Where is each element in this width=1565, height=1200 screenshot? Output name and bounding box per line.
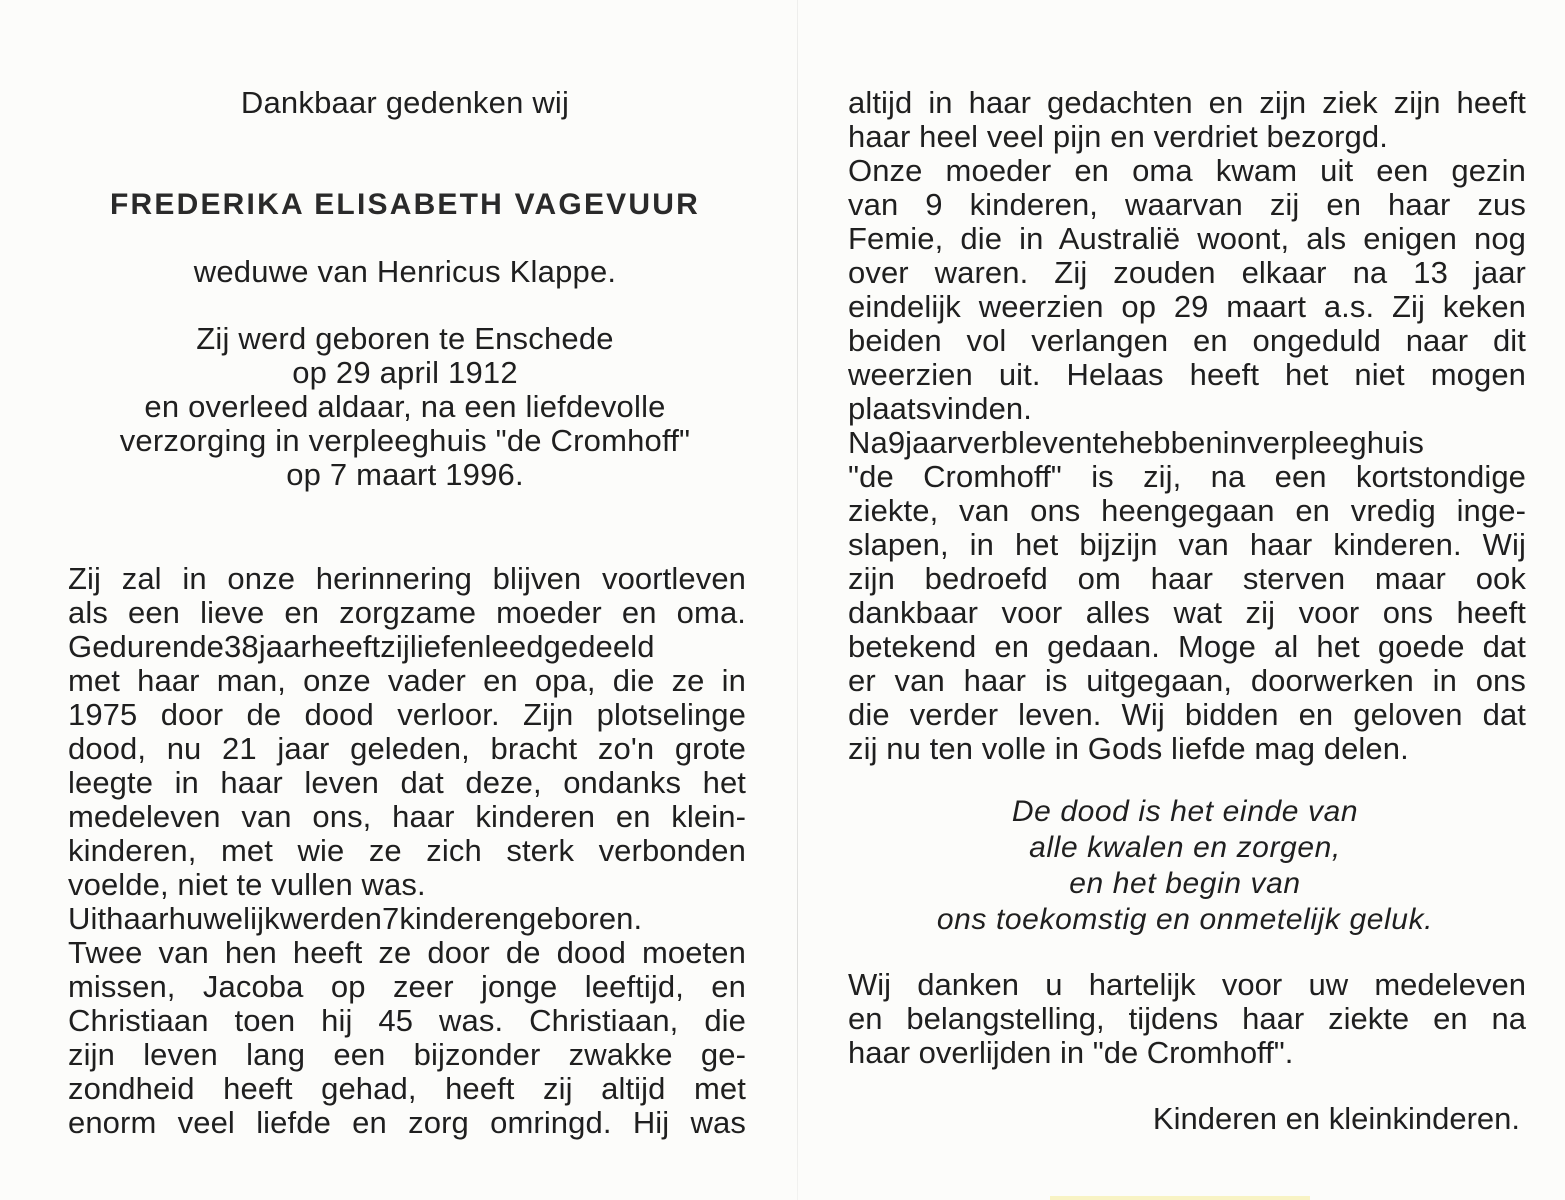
body-line: missen, Jacoba op zeer jonge leeftijd, en (68, 969, 746, 1004)
birth-line: en overleed aldaar, na een liefdevolle (144, 389, 666, 424)
body-line: dankbaar voor alles wat zij voor ons heeft (848, 595, 1526, 630)
body-line: over waren. Zij zouden elkaar na 13 jaar (848, 255, 1526, 290)
body-line: Zij zal in onze herinnering blijven voortleven (68, 561, 746, 596)
body-line: zijn bedroefd om haar sterven maar ook (848, 561, 1526, 596)
body-line: Gedurende38jaarheeftzijliefenleedgedeeld (68, 629, 655, 664)
poem-line: en het begin van (1069, 867, 1301, 900)
body-line: voelde, niet te vullen was. (68, 867, 426, 902)
thanks-line: haar overlijden in "de Cromhoff". (848, 1035, 1294, 1070)
body-line: Uithaarhuwelijkwerden7kinderengeboren. (68, 901, 643, 936)
body-line: Onze moeder en oma kwam uit een gezin (848, 153, 1526, 188)
body-line: weerzien uit. Helaas heeft het niet mogen (848, 357, 1526, 392)
body-line: van 9 kinderen, waarvan zij en haar zus (848, 187, 1526, 222)
poem-line: De dood is het einde van (1011, 795, 1359, 828)
birth-line: Zij werd geboren te Enschede (196, 321, 614, 356)
body-line: altijd in haar gedachten en zijn ziek zijn heeft (848, 85, 1526, 120)
body-line: slapen, in het bijzijn van haar kinderen. Wij (848, 527, 1526, 562)
right-page (840, 0, 1530, 1200)
body-line: er van haar is uitgegaan, doorwerken in ons (848, 663, 1526, 698)
left-body-text (68, 562, 746, 1140)
scan-edge-mark (1050, 1196, 1310, 1200)
thanks-line: Wij danken u hartelijk voor uw medeleven (848, 967, 1526, 1002)
poem-line: ons toekomstig en onmetelijk geluk. (936, 903, 1434, 936)
intro-text: Dankbaar gedenken wij (240, 85, 570, 120)
body-line: Christiaan toen hij 45 was. Christiaan, die (68, 1003, 746, 1038)
body-line: dood, nu 21 jaar geleden, bracht zo'n grote (68, 731, 746, 766)
body-line: leegte in haar leven dat deze, ondanks het (68, 765, 746, 800)
widow-text: weduwe van Henricus Klappe. (193, 254, 617, 289)
birth-line: op 7 maart 1996. (286, 457, 524, 492)
birth-line: op 29 april 1912 (292, 355, 518, 390)
left-page (60, 0, 750, 1200)
card-fold-line (797, 0, 798, 1200)
thanks-line: en belangstelling, tijdens haar ziekte en na (848, 1001, 1526, 1036)
body-line: ziekte, van ons heengegaan en vredig inge- (848, 493, 1526, 528)
body-line: eindelijk weerzien op 29 maart a.s. Zij keken (848, 289, 1526, 324)
body-line: betekend en gedaan. Moge al het goede dat (848, 629, 1526, 664)
thanks-text (848, 968, 1526, 1070)
body-line: medeleven van ons, haar kinderen en klein- (68, 799, 746, 834)
body-line: Femie, die in Australië woont, als enigen nog (848, 221, 1526, 256)
birth-death-block (60, 322, 750, 492)
body-line: kinderen, met wie ze zich sterk verbonden (68, 833, 746, 868)
body-line: 1975 door de dood verloor. Zijn plotselinge (68, 697, 746, 732)
body-line: beiden vol verlangen en ongeduld naar dit (848, 323, 1526, 358)
poem-line: alle kwalen en zorgen, (1029, 831, 1341, 864)
body-line: die verder leven. Wij bidden en geloven dat (848, 697, 1526, 732)
right-body-text (848, 86, 1526, 766)
poem (840, 794, 1530, 938)
body-line: als een lieve en zorgzame moeder en oma. (68, 595, 746, 630)
body-line: zondheid heeft gehad, heeft zij altijd met (68, 1071, 746, 1106)
body-line: haar heel veel pijn en verdriet bezorgd. (848, 119, 1388, 154)
deceased-name: FREDERIKA ELISABETH VAGEVUUR (110, 188, 700, 221)
body-line: "de Cromhoff" is zij, na een kortstondige (848, 459, 1526, 494)
body-line: plaatsvinden. (848, 391, 1032, 426)
body-line: met haar man, onze vader en opa, die ze in (68, 663, 746, 698)
body-line: Twee van hen heeft ze door de dood moeten (68, 935, 746, 970)
signature: Kinderen en kleinkinderen. (1152, 1101, 1520, 1136)
body-line: enorm veel liefde en zorg omringd. Hij was (68, 1105, 746, 1140)
body-line: zijn leven lang een bijzonder zwakke ge- (68, 1037, 746, 1072)
body-line: Na9jaarverbleventehebbeninverpleeghuis (848, 425, 1424, 460)
birth-line: verzorging in verpleeghuis "de Cromhoff" (119, 423, 691, 458)
body-line: zij nu ten volle in Gods liefde mag delen. (848, 731, 1409, 766)
